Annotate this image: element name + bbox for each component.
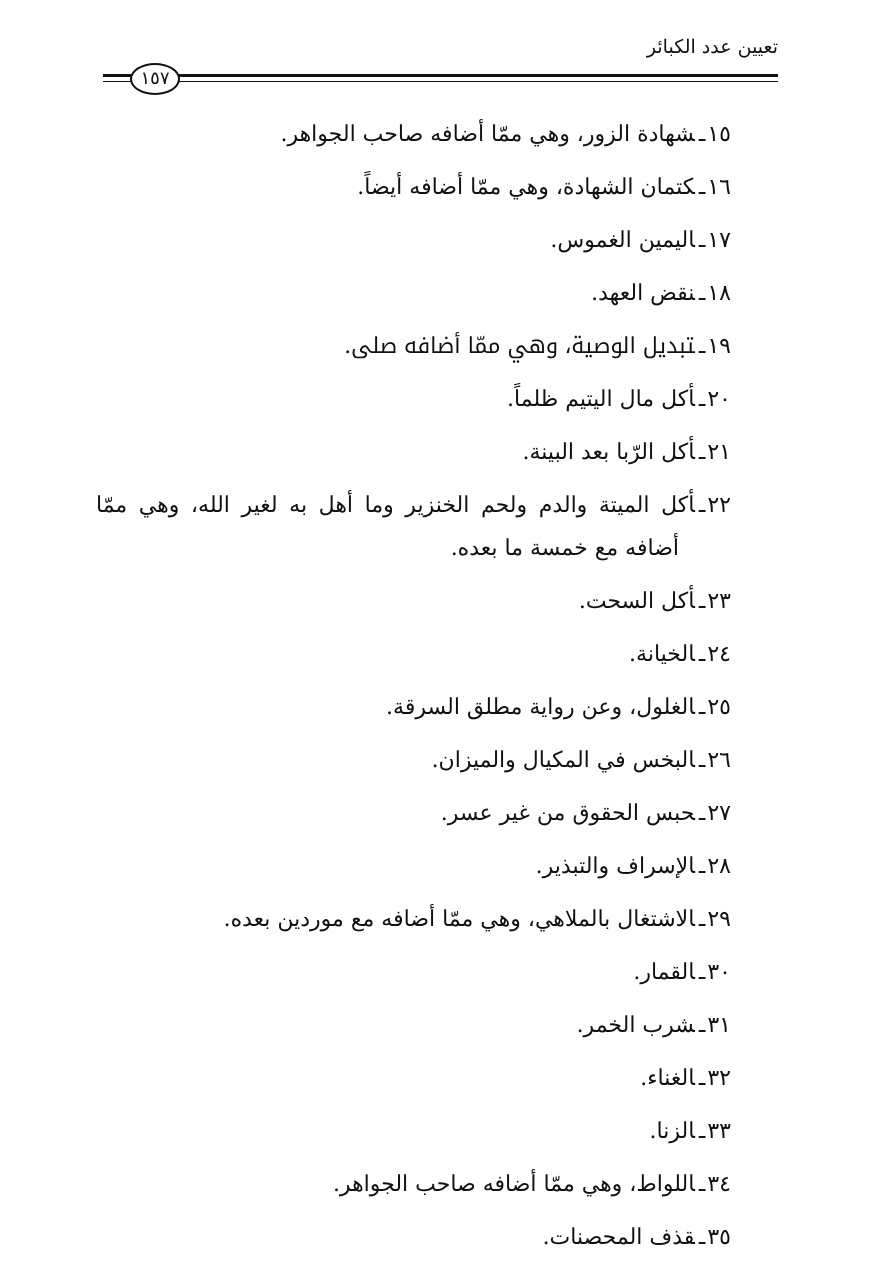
item-number: ٣١ bbox=[707, 1013, 731, 1038]
item-dash: ـ bbox=[698, 387, 706, 412]
list-item bbox=[96, 734, 731, 787]
item-dash: ـ bbox=[698, 1066, 706, 1091]
item-dash: ـ bbox=[698, 228, 706, 253]
item-number: ١٦ bbox=[707, 175, 731, 200]
item-number: ٣٥ bbox=[707, 1225, 731, 1250]
item-dash: ـ bbox=[698, 854, 706, 879]
item-text: حبس الحقوق من غير عسر. bbox=[440, 801, 695, 826]
list-item bbox=[96, 484, 731, 570]
header-rule-left-thick bbox=[103, 74, 133, 77]
list-item bbox=[96, 426, 731, 479]
item-number: ٢٧ bbox=[707, 801, 731, 826]
item-text: نقض العهد. bbox=[591, 281, 695, 306]
list-item bbox=[96, 1211, 731, 1264]
list-item bbox=[96, 628, 731, 681]
list-item bbox=[96, 575, 731, 628]
item-text: اللواط، وهي ممّا أضافه صاحب الجواهر. bbox=[332, 1172, 695, 1197]
header-rule-left-thin bbox=[103, 81, 133, 82]
list-item bbox=[96, 787, 731, 840]
item-number: ٢٦ bbox=[707, 748, 731, 773]
list-item bbox=[96, 1052, 731, 1105]
list bbox=[96, 108, 731, 1264]
item-dash: ـ bbox=[698, 175, 706, 200]
item-dash: ـ bbox=[698, 695, 706, 720]
item-dash: ـ bbox=[698, 642, 706, 667]
item-text: شرب الخمر. bbox=[576, 1013, 695, 1038]
running-header-title: تعيين عدد الكبائر bbox=[646, 36, 778, 58]
item-dash: ـ bbox=[698, 1172, 706, 1197]
item-number: ٢٢ bbox=[707, 493, 731, 518]
list-item bbox=[96, 267, 731, 320]
item-number: ٢٣ bbox=[707, 589, 731, 614]
item-dash: ـ bbox=[698, 748, 706, 773]
list-item bbox=[96, 1105, 731, 1158]
item-text: كتمان الشهادة، وهي ممّا أضافه أيضاً. bbox=[357, 175, 695, 200]
header-rule-thick bbox=[162, 74, 778, 77]
header-rule-thin bbox=[162, 81, 778, 82]
item-text: الخيانة. bbox=[629, 642, 695, 667]
list-item bbox=[96, 999, 731, 1052]
item-text: الاشتغال بالملاهي، وهي ممّا أضافه مع موردين بعده. bbox=[223, 907, 695, 932]
item-number: ٣٤ bbox=[707, 1172, 731, 1197]
list-item bbox=[96, 946, 731, 999]
item-dash: ـ bbox=[698, 334, 706, 359]
list-item bbox=[96, 320, 731, 373]
list-item bbox=[96, 373, 731, 426]
list-item bbox=[96, 108, 731, 161]
list-item bbox=[96, 1158, 731, 1211]
item-text: تبديل الوصية، وهي ممّا أضافه ﷹ. bbox=[344, 334, 695, 359]
item-text: قذف المحصنات. bbox=[542, 1225, 695, 1250]
item-number: ١٨ bbox=[707, 281, 731, 306]
item-number: ٢٥ bbox=[707, 695, 731, 720]
item-dash: ـ bbox=[698, 122, 706, 147]
item-number: ٣٣ bbox=[707, 1119, 731, 1144]
page-number: ١٥٧ bbox=[140, 68, 170, 89]
item-dash: ـ bbox=[698, 493, 706, 518]
item-continuation: أضافه مع خمسة ما بعده. bbox=[450, 536, 679, 561]
item-dash: ـ bbox=[698, 801, 706, 826]
list-item bbox=[96, 893, 731, 946]
item-number: ١٥ bbox=[707, 122, 731, 147]
list-item bbox=[96, 681, 731, 734]
item-dash: ـ bbox=[698, 1013, 706, 1038]
item-text: أكل مال اليتيم ظلماً. bbox=[507, 387, 695, 412]
list-item bbox=[96, 214, 731, 267]
item-text: الإسراف والتبذير. bbox=[535, 854, 695, 879]
item-text: الغناء. bbox=[640, 1066, 695, 1091]
list-item bbox=[96, 840, 731, 893]
item-text: الزنا. bbox=[649, 1119, 695, 1144]
list-item bbox=[96, 161, 731, 214]
page-number-badge bbox=[130, 63, 180, 95]
item-number: ٢٤ bbox=[707, 642, 731, 667]
item-text: شهادة الزور، وهي ممّا أضافه صاحب الجواهر. bbox=[280, 122, 695, 147]
item-text: البخس في المكيال والميزان. bbox=[431, 748, 695, 773]
item-text: أكل الرّبا بعد البينة. bbox=[522, 440, 695, 465]
item-text: القمار. bbox=[633, 960, 695, 985]
item-number: ٣٠ bbox=[707, 960, 731, 985]
item-number: ٢٨ bbox=[707, 854, 731, 879]
item-dash: ـ bbox=[698, 1119, 706, 1144]
item-dash: ـ bbox=[698, 907, 706, 932]
item-number: ٢٠ bbox=[707, 387, 731, 412]
item-dash: ـ bbox=[698, 589, 706, 614]
item-text: أكل الميتة والدم ولحم الخنزير وما أهل به لغير الله، وهي ممّا bbox=[96, 493, 695, 518]
item-text: اليمين الغموس. bbox=[550, 228, 695, 253]
item-dash: ـ bbox=[698, 1225, 706, 1250]
item-number: ٣٢ bbox=[707, 1066, 731, 1091]
item-dash: ـ bbox=[698, 281, 706, 306]
item-number: ١٧ bbox=[707, 228, 731, 253]
item-number: ١٩ bbox=[707, 334, 731, 359]
item-number: ٢١ bbox=[707, 440, 731, 465]
item-dash: ـ bbox=[698, 960, 706, 985]
item-first-line bbox=[96, 484, 731, 527]
item-dash: ـ bbox=[698, 440, 706, 465]
item-text: الغلول، وعن رواية مطلق السرقة. bbox=[386, 695, 695, 720]
item-number: ٢٩ bbox=[707, 907, 731, 932]
item-text: أكل السحت. bbox=[578, 589, 695, 614]
